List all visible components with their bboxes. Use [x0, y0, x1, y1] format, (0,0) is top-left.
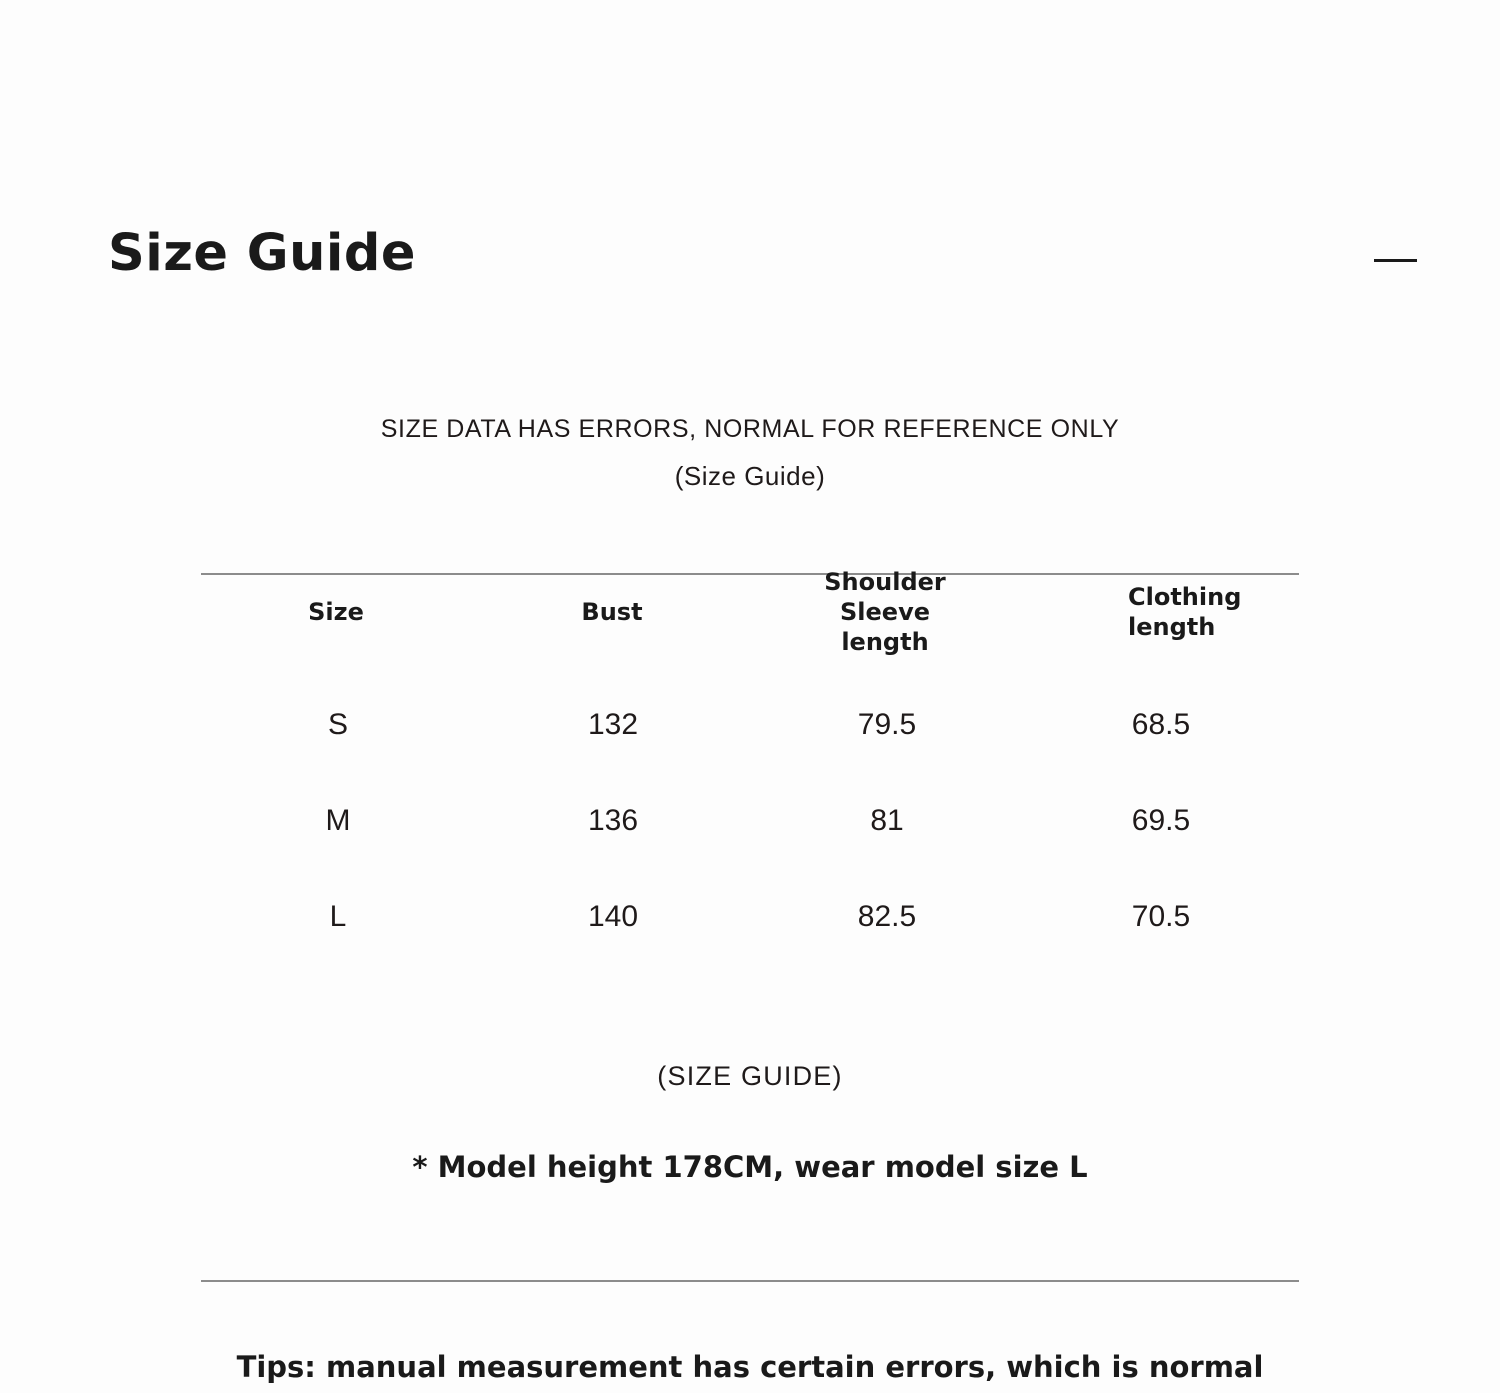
table-cell-size: L — [329, 900, 347, 933]
table-cell-shoulder-sleeve-length: 81 — [870, 804, 904, 837]
table-cell-bust: 132 — [587, 708, 639, 741]
size-table — [201, 566, 1299, 966]
model-note: * Model height 178CM, wear model size L — [412, 1150, 1088, 1184]
tips-text: Tips: manual measurement has certain errors, which is normal — [236, 1350, 1264, 1384]
minus-icon — [1374, 259, 1417, 262]
disclaimer-text: SIZE DATA HAS ERRORS, NORMAL FOR REFERENCE ONLY — [380, 415, 1120, 443]
collapse-button[interactable] — [1360, 232, 1430, 288]
column-header-bust: Bust — [581, 598, 643, 626]
table-cell-clothing-length: 70.5 — [1131, 900, 1191, 933]
table-cell-clothing-length: 69.5 — [1131, 804, 1191, 837]
table-cell-size: S — [327, 708, 349, 741]
column-header-size: Size — [308, 598, 364, 626]
table-cell-size: M — [325, 804, 351, 837]
column-header-clothing-length: Clothing length — [1128, 583, 1242, 641]
bottom-divider — [201, 1280, 1299, 1282]
table-cell-bust: 136 — [587, 804, 639, 837]
size-guide-subtitle: (Size Guide) — [674, 461, 826, 491]
table-cell-clothing-length: 68.5 — [1131, 708, 1191, 741]
page-title: Size Guide — [108, 224, 416, 283]
table-cell-bust: 140 — [587, 900, 639, 933]
size-guide-caption: (SIZE GUIDE) — [657, 1061, 843, 1091]
table-cell-shoulder-sleeve-length: 82.5 — [857, 900, 917, 933]
table-cell-shoulder-sleeve-length: 79.5 — [857, 708, 917, 741]
column-header-shoulder-sleeve-length: Shoulder Sleeve length — [824, 568, 946, 656]
